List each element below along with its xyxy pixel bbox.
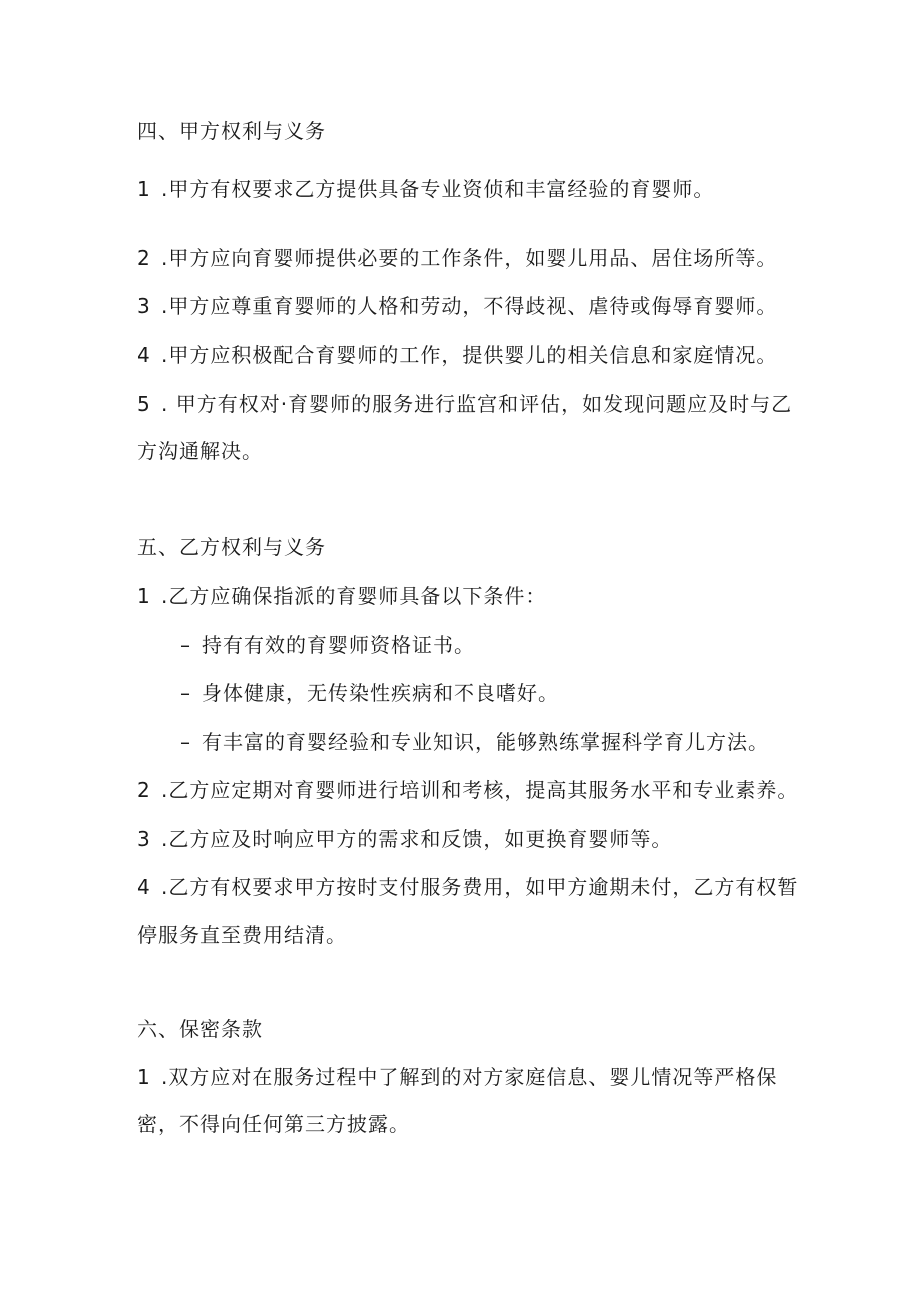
condition-item [180,728,769,756]
section-5-heading: 五、乙方权利与义务 [137,535,326,559]
clause-number: 1 [137,584,151,608]
clause-number: 1 [137,1065,151,1089]
clause-number: 4 [137,875,151,899]
clause-4-4 [137,341,777,369]
dash-bullet: – [180,681,191,705]
clause-text: .双方应对在服务过程中了解到的对方家庭信息、婴儿情况等严格保 [161,1065,778,1089]
clause-text: .乙方应及时响应甲方的需求和反馈，如更换育婴师等。 [161,827,673,851]
clause-text: . 甲方有权对·育婴师的服务进行监宫和评估，如发现问题应及时与乙 [161,392,793,416]
clause-5-1 [137,582,546,610]
condition-item [180,631,475,659]
clause-number: 2 [137,246,151,270]
section-4-heading: 四、甲方权利与义务 [137,119,326,143]
clause-5-4-continuation: 停服务直至费用结清。 [137,923,347,947]
condition-text: 有丰富的育婴经验和专业知识，能够熟练掌握科学育儿方法。 [202,730,769,754]
condition-text: 身体健康，无传染性疾病和不良嗜好。 [202,681,559,705]
clause-number: 1 [137,177,151,201]
clause-5-3 [137,825,672,853]
condition-text: 持有有效的育婴师资格证书。 [202,633,475,657]
clause-4-1 [137,175,714,203]
section-6-heading: 六、保密条款 [137,1017,263,1041]
clause-text: .甲方有权要求乙方提供具备专业资侦和丰富经验的育婴师。 [161,177,715,201]
clause-5-2 [137,776,798,804]
clause-text: .甲方应积极配合育婴师的工作，提供婴儿的相关信息和家庭情况。 [161,343,778,367]
dash-bullet: – [180,730,191,754]
clause-text: .甲方应尊重育婴师的人格和劳动，不得歧视、虐待或侮辱育婴师。 [161,294,778,318]
clause-number: 3 [137,827,151,851]
clause-number: 3 [137,294,151,318]
dash-bullet: – [180,633,191,657]
clause-6-1-continuation: 密，不得向任何第三方披露。 [137,1112,410,1136]
clause-text: .甲方应向育婴师提供必要的工作条件，如婴儿用品、居住场所等。 [161,246,778,270]
clause-4-3 [137,292,777,320]
clause-text: .乙方应定期对育婴师进行培训和考核，提高其服务水平和专业素养。 [161,778,799,802]
clause-number: 5 [137,392,151,416]
clause-text: .乙方应确保指派的育婴师具备以下条件： [161,584,547,608]
clause-4-5-continuation: 方沟通解决。 [137,439,263,463]
clause-number: 4 [137,343,151,367]
condition-item [180,679,559,707]
clause-number: 2 [137,778,151,802]
clause-text: .乙方有权要求甲方按时支付服务费用，如甲方逾期未付，乙方有权暂 [161,875,799,899]
clause-4-5 [137,390,792,418]
clause-4-2 [137,244,777,272]
clause-6-1 [137,1063,777,1091]
clause-5-4 [137,873,798,901]
